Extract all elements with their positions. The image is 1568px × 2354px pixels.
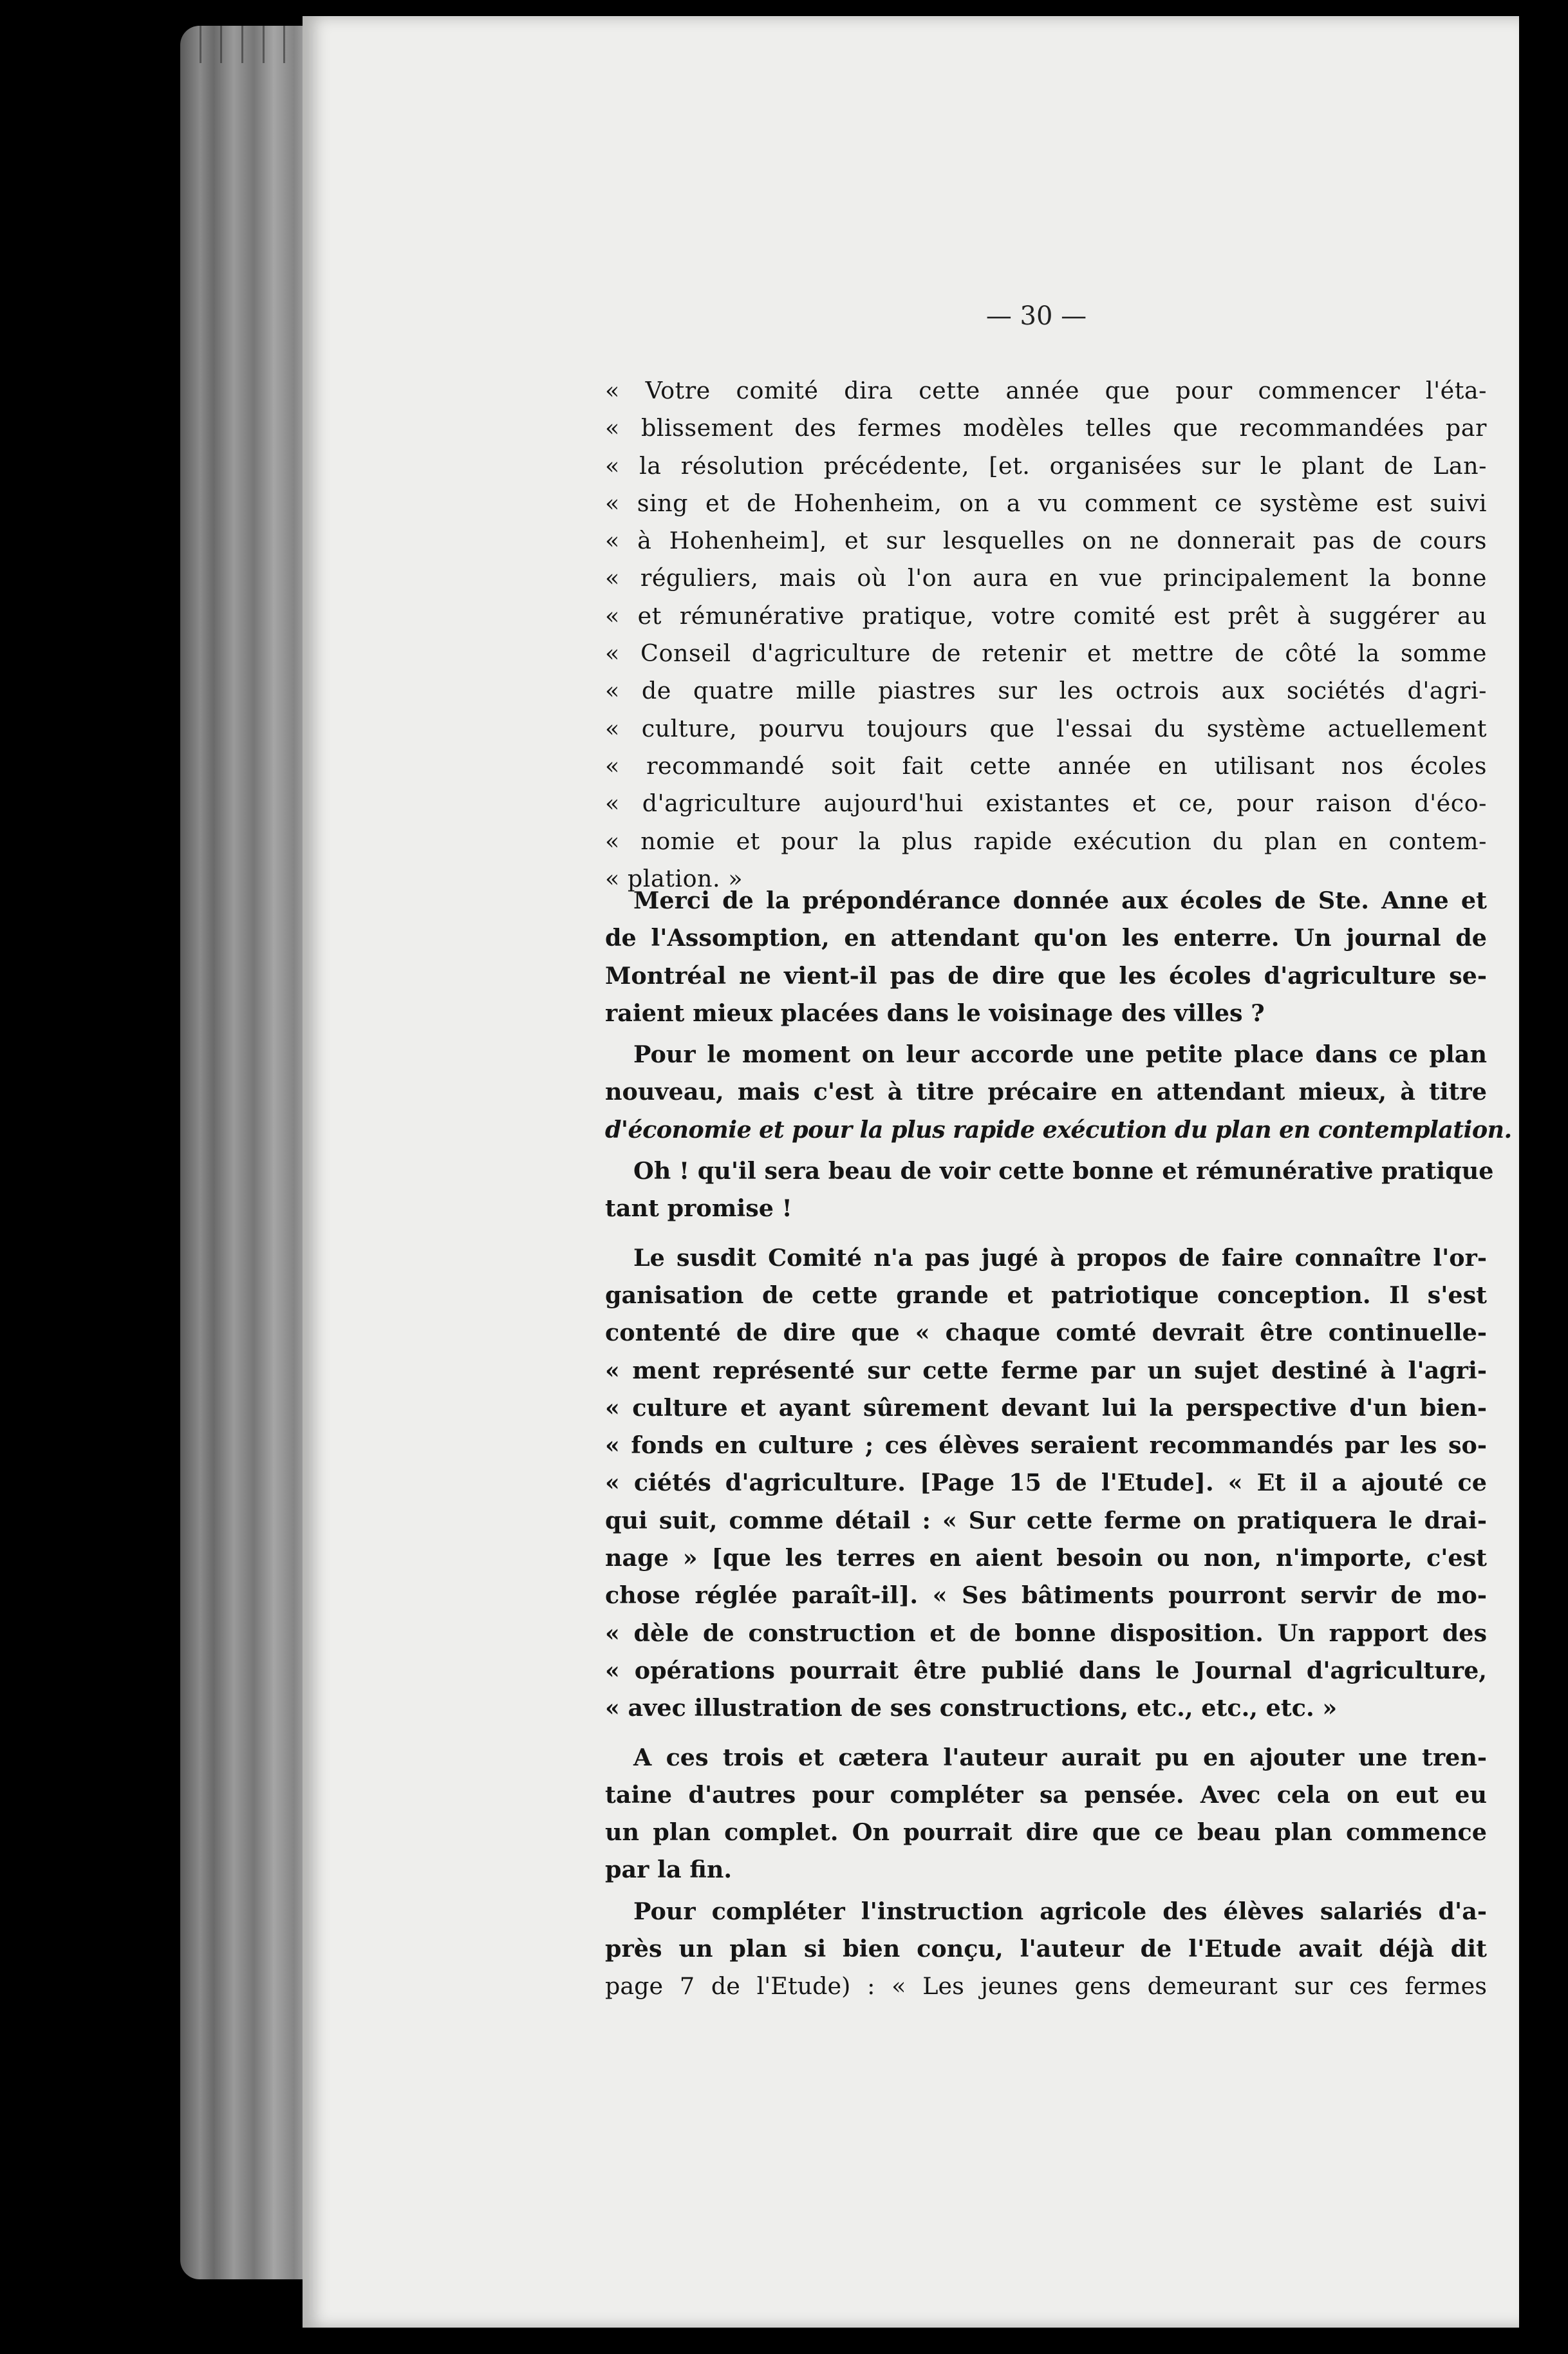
- text-line: chose réglée paraît-il]. « Ses bâtiments pourront servir de mo-: [605, 1581, 1487, 1610]
- text-line: d'économie et pour la plus rapide exécution du plan en contemplation.: [605, 1115, 1512, 1144]
- text-line: raient mieux placées dans le voisinage des villes ?: [605, 999, 1265, 1027]
- text-line: Merci de la prépondérance donnée aux écoles de Ste. Anne et: [633, 887, 1487, 914]
- text-line: « d'agriculture aujourd'hui existantes et ce, pour raison d'éco-: [605, 789, 1487, 818]
- text-line: « de quatre mille piastres sur les octrois aux sociétés d'agri-: [605, 677, 1487, 705]
- text-line: « plation. »: [605, 864, 743, 892]
- paragraph-pour-le-moment: [605, 1036, 1512, 1149]
- text-line: « à Hohenheim], et sur lesquelles on ne donnerait pas de cours: [605, 527, 1487, 555]
- text-line: « recommandé soit fait cette année en utilisant nos écoles: [605, 751, 1487, 780]
- page-number: — 30 —: [985, 301, 1087, 331]
- text-line: « réguliers, mais où l'on aura en vue principalement la bonne: [605, 564, 1487, 592]
- paragraph-oh: [605, 1153, 1494, 1228]
- text-line: qui suit, comme détail : « Sur cette ferme on pratiquera le drai-: [605, 1506, 1487, 1534]
- text-line: par la fin.: [605, 1856, 733, 1884]
- text-line: page 7 de l'Etude) : « Les jeunes gens demeurant sur ces fermes: [605, 1972, 1487, 2001]
- text-line: « fonds en culture ; ces élèves seraient recommandés par les so-: [605, 1431, 1487, 1460]
- text-line: « et rémunérative pratique, votre comité est prêt à suggérer au: [605, 601, 1487, 630]
- text-line: « ment représenté sur cette ferme par un sujet destiné à l'agri-: [605, 1356, 1487, 1384]
- text-line: nouveau, mais c'est à titre précaire en attendant mieux, à titre: [605, 1078, 1487, 1106]
- paragraph-instruction-agricole: [605, 1893, 1487, 2006]
- text-line: « culture, pourvu toujours que l'essai du système actuellement: [605, 714, 1487, 742]
- paragraph-committee-quote: [605, 372, 1487, 898]
- text-line: ganisation de cette grande et patriotique conception. Il s'est: [605, 1281, 1487, 1309]
- text-line: « ciétés d'agriculture. [Page 15 de l'Etude]. « Et il a ajouté ce: [605, 1469, 1487, 1497]
- text-line: un plan complet. On pourrait dire que ce beau plan commence: [605, 1818, 1487, 1847]
- text-line: « sing et de Hohenheim, on a vu comment ce système est suivi: [605, 489, 1487, 517]
- text-line: A ces trois et cætera l'auteur aurait pu en ajouter une tren-: [633, 1743, 1487, 1771]
- text-line: Le susdit Comité n'a pas jugé à propos de faire connaître l'or-: [633, 1243, 1487, 1272]
- text-line: contenté de dire que « chaque comté devrait être continuelle-: [605, 1319, 1487, 1347]
- text-line: « avec illustration de ses constructions, etc., etc., etc. »: [605, 1694, 1338, 1722]
- page-text-body: [605, 882, 1512, 2006]
- paragraph-et-caetera: [605, 1739, 1487, 1889]
- page-text: [605, 303, 1487, 898]
- text-line: « opérations pourrait être publié dans le Journal d'agriculture,: [605, 1656, 1487, 1684]
- text-line: « Conseil d'agriculture de retenir et mettre de côté la somme: [605, 639, 1487, 668]
- paragraph-susdit-comite: [605, 1239, 1487, 1728]
- text-line: Pour le moment on leur accorde une petite place dans ce plan: [633, 1040, 1487, 1069]
- text-line: Pour compléter l'instruction agricole des élèves salariés d'a-: [633, 1897, 1487, 1925]
- text-line: Oh ! qu'il sera beau de voir cette bonne et rémunérative pratique: [633, 1157, 1494, 1185]
- text-line: Montréal ne vient-il pas de dire que les écoles d'agriculture se-: [605, 961, 1487, 990]
- text-line: près un plan si bien conçu, l'auteur de l'Etude avait déjà dit: [605, 1935, 1487, 1963]
- text-line: nage » [que les terres en aient besoin ou non, n'importe, c'est: [605, 1544, 1487, 1572]
- text-line: « culture et ayant sûrement devant lui la perspective d'un bien-: [605, 1393, 1487, 1422]
- text-line: « dèle de construction et de bonne disposition. Un rapport des: [605, 1619, 1487, 1647]
- paragraph-ste-anne: [605, 882, 1487, 1032]
- text-line: tant promise !: [605, 1194, 792, 1223]
- text-line: de l'Assomption, en attendant qu'on les enterre. Un journal de: [605, 924, 1487, 952]
- text-line: « blissement des fermes modèles telles que recommandées par: [605, 414, 1487, 442]
- text-line: taine d'autres pour compléter sa pensée. Avec cela on eut eu: [605, 1780, 1487, 1809]
- text-line: « Votre comité dira cette année que pour commencer l'éta-: [605, 377, 1487, 404]
- text-line: « la résolution précédente, [et. organisées sur le plant de Lan-: [605, 451, 1487, 480]
- text-line: « nomie et pour la plus rapide exécution du plan en contem-: [605, 827, 1487, 855]
